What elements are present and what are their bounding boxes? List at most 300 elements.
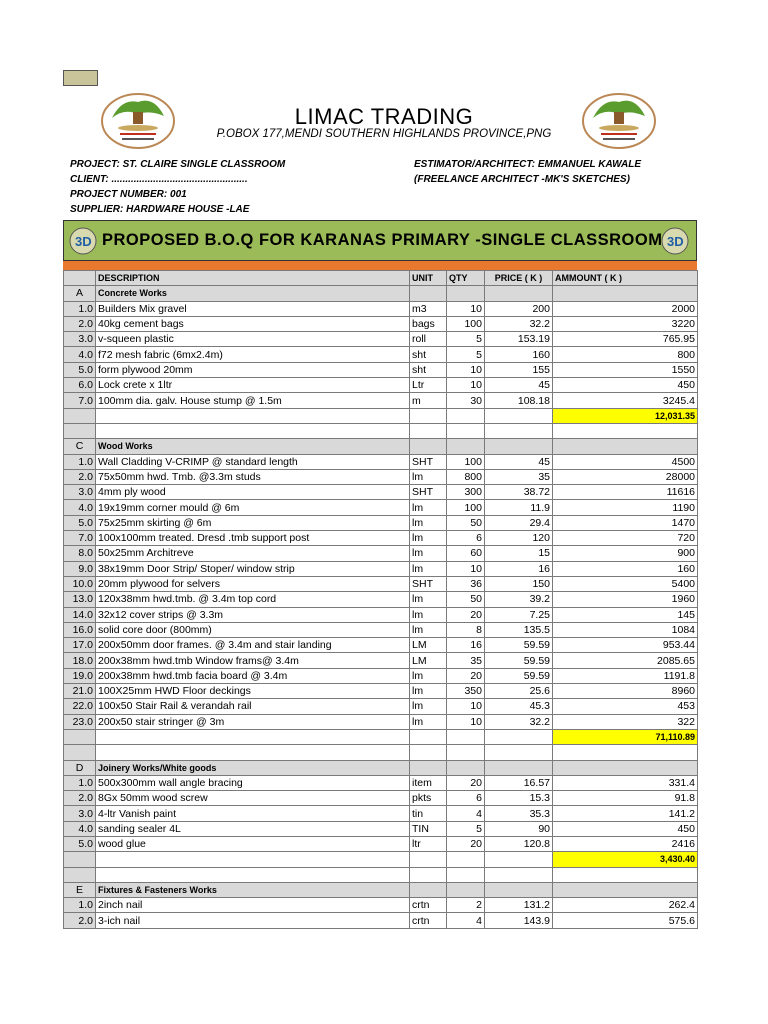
item-price: 108.18 bbox=[485, 393, 553, 408]
item-qty: 50 bbox=[447, 592, 485, 607]
item-qty: 100 bbox=[447, 454, 485, 469]
table-row bbox=[64, 332, 698, 347]
item-unit: bags bbox=[410, 316, 447, 331]
item-unit: item bbox=[410, 775, 447, 790]
blank-cell bbox=[64, 867, 96, 882]
subtotal-empty-cell bbox=[64, 408, 96, 423]
item-amount: 720 bbox=[553, 531, 698, 546]
item-amount: 453 bbox=[553, 699, 698, 714]
item-price: 16 bbox=[485, 561, 553, 576]
item-unit: lm bbox=[410, 469, 447, 484]
blank-cell bbox=[553, 867, 698, 882]
item-price: 143.9 bbox=[485, 913, 553, 928]
blank-cell bbox=[64, 423, 96, 438]
section-title: Wood Works bbox=[96, 439, 410, 454]
table-row bbox=[64, 500, 698, 515]
item-qty: 20 bbox=[447, 607, 485, 622]
table-row bbox=[64, 638, 698, 653]
blank-row bbox=[64, 745, 698, 760]
item-number: 7.0 bbox=[64, 393, 96, 408]
table-row bbox=[64, 684, 698, 699]
subtotal-empty-cell bbox=[96, 408, 410, 423]
blank-row bbox=[64, 867, 698, 882]
item-number: 6.0 bbox=[64, 378, 96, 393]
subtotal-empty-cell bbox=[410, 729, 447, 744]
item-price: 155 bbox=[485, 362, 553, 377]
item-amount: 322 bbox=[553, 714, 698, 729]
item-unit: m3 bbox=[410, 301, 447, 316]
item-description: 19x19mm corner mould @ 6m bbox=[96, 500, 410, 515]
item-amount: 450 bbox=[553, 821, 698, 836]
item-description: 100x100mm treated. Dresd .tmb support post bbox=[96, 531, 410, 546]
item-number: 7.0 bbox=[64, 531, 96, 546]
blank-cell bbox=[553, 745, 698, 760]
item-number: 2.0 bbox=[64, 791, 96, 806]
table-row bbox=[64, 546, 698, 561]
table-row bbox=[64, 836, 698, 851]
item-description: 40kg cement bags bbox=[96, 316, 410, 331]
item-amount: 3245.4 bbox=[553, 393, 698, 408]
section-code: E bbox=[64, 882, 96, 897]
item-price: 131.2 bbox=[485, 898, 553, 913]
item-price: 150 bbox=[485, 576, 553, 591]
item-price: 35.3 bbox=[485, 806, 553, 821]
item-number: 8.0 bbox=[64, 546, 96, 561]
item-qty: 10 bbox=[447, 301, 485, 316]
table-row bbox=[64, 316, 698, 331]
blank-cell bbox=[447, 867, 485, 882]
blank-cell bbox=[410, 423, 447, 438]
item-number: 2.0 bbox=[64, 316, 96, 331]
item-number: 5.0 bbox=[64, 515, 96, 530]
item-qty: 100 bbox=[447, 316, 485, 331]
section-empty-cell bbox=[447, 882, 485, 897]
item-amount: 450 bbox=[553, 378, 698, 393]
item-amount: 1084 bbox=[553, 622, 698, 637]
blank-cell bbox=[485, 867, 553, 882]
item-qty: 16 bbox=[447, 638, 485, 653]
item-description: Builders Mix gravel bbox=[96, 301, 410, 316]
item-qty: 50 bbox=[447, 515, 485, 530]
section-empty-cell bbox=[553, 882, 698, 897]
item-amount: 160 bbox=[553, 561, 698, 576]
item-description: 3-ich nail bbox=[96, 913, 410, 928]
table-row bbox=[64, 515, 698, 530]
item-qty: 350 bbox=[447, 684, 485, 699]
subtotal-row bbox=[64, 408, 698, 423]
item-description: 200x50 stair stringer @ 3m bbox=[96, 714, 410, 729]
item-unit: crtn bbox=[410, 898, 447, 913]
item-qty: 4 bbox=[447, 913, 485, 928]
item-unit: lm bbox=[410, 699, 447, 714]
section-empty-cell bbox=[447, 439, 485, 454]
subtotal-empty-cell bbox=[410, 408, 447, 423]
table-row bbox=[64, 653, 698, 668]
item-description: 4-ltr Vanish paint bbox=[96, 806, 410, 821]
section-empty-cell bbox=[553, 286, 698, 301]
table-row bbox=[64, 668, 698, 683]
table-row bbox=[64, 791, 698, 806]
item-price: 120 bbox=[485, 531, 553, 546]
item-amount: 5400 bbox=[553, 576, 698, 591]
item-qty: 4 bbox=[447, 806, 485, 821]
item-description: 4mm ply wood bbox=[96, 485, 410, 500]
blank-cell bbox=[96, 867, 410, 882]
subtotal-empty-cell bbox=[485, 408, 553, 423]
item-number: 1.0 bbox=[64, 454, 96, 469]
subtotal-empty-cell bbox=[447, 408, 485, 423]
item-description: 8Gx 50mm wood screw bbox=[96, 791, 410, 806]
item-unit: lm bbox=[410, 684, 447, 699]
subtotal-empty-cell bbox=[447, 852, 485, 867]
item-price: 38.72 bbox=[485, 485, 553, 500]
item-unit: sht bbox=[410, 362, 447, 377]
item-amount: 91.8 bbox=[553, 791, 698, 806]
table-row bbox=[64, 576, 698, 591]
client-name: CLIENT: ................................................. bbox=[70, 174, 248, 185]
item-unit: lm bbox=[410, 515, 447, 530]
section-empty-cell bbox=[410, 439, 447, 454]
item-description: 500x300mm wall angle bracing bbox=[96, 775, 410, 790]
item-description: solid core door (800mm) bbox=[96, 622, 410, 637]
item-amount: 28000 bbox=[553, 469, 698, 484]
item-description: f72 mesh fabric (6mx2.4m) bbox=[96, 347, 410, 362]
subtotal-empty-cell bbox=[96, 852, 410, 867]
item-qty: 100 bbox=[447, 500, 485, 515]
estimator-name: ESTIMATOR/ARCHITECT: EMMANUEL KAWALE bbox=[414, 159, 642, 170]
item-qty: 5 bbox=[447, 347, 485, 362]
item-unit: SHT bbox=[410, 576, 447, 591]
item-description: 38x19mm Door Strip/ Stoper/ window strip bbox=[96, 561, 410, 576]
item-qty: 6 bbox=[447, 791, 485, 806]
company-address: P.OBOX 177,MENDI SOUTHERN HIGHLANDS PROVINCE,PNG bbox=[216, 128, 552, 140]
item-description: 50x25mm Architreve bbox=[96, 546, 410, 561]
item-qty: 60 bbox=[447, 546, 485, 561]
item-price: 25.6 bbox=[485, 684, 553, 699]
section-title-row bbox=[64, 760, 698, 775]
item-description: 75x50mm hwd. Tmb. @3.3m studs bbox=[96, 469, 410, 484]
item-number: 1.0 bbox=[64, 898, 96, 913]
project-number: PROJECT NUMBER: 001 bbox=[70, 189, 187, 200]
section-empty-cell bbox=[410, 882, 447, 897]
item-description: 32x12 cover strips @ 3.3m bbox=[96, 607, 410, 622]
item-price: 35 bbox=[485, 469, 553, 484]
item-qty: 36 bbox=[447, 576, 485, 591]
item-amount: 1190 bbox=[553, 500, 698, 515]
item-unit: lm bbox=[410, 592, 447, 607]
item-description: 100x50 Stair Rail & verandah rail bbox=[96, 699, 410, 714]
item-unit: LM bbox=[410, 653, 447, 668]
table-row bbox=[64, 301, 698, 316]
section-title: Concrete Works bbox=[96, 286, 410, 301]
table-row bbox=[64, 699, 698, 714]
header-no bbox=[64, 271, 96, 286]
item-number: 18.0 bbox=[64, 653, 96, 668]
item-description: wood glue bbox=[96, 836, 410, 851]
item-price: 200 bbox=[485, 301, 553, 316]
item-number: 3.0 bbox=[64, 332, 96, 347]
subtotal-row bbox=[64, 852, 698, 867]
item-description: form plywood 20mm bbox=[96, 362, 410, 377]
item-amount: 141.2 bbox=[553, 806, 698, 821]
item-description: 200x38mm hwd.tmb facia board @ 3.4m bbox=[96, 668, 410, 683]
section-empty-cell bbox=[485, 286, 553, 301]
item-unit: lm bbox=[410, 607, 447, 622]
item-price: 39.2 bbox=[485, 592, 553, 607]
section-subtotal: 3,430.40 bbox=[553, 852, 698, 867]
blank-cell bbox=[96, 745, 410, 760]
section-empty-cell bbox=[410, 286, 447, 301]
item-number: 22.0 bbox=[64, 699, 96, 714]
item-amount: 2000 bbox=[553, 301, 698, 316]
item-number: 1.0 bbox=[64, 775, 96, 790]
section-title: Joinery Works/White goods bbox=[96, 760, 410, 775]
table-row bbox=[64, 775, 698, 790]
table-row bbox=[64, 531, 698, 546]
item-qty: 10 bbox=[447, 699, 485, 714]
blank-cell bbox=[553, 423, 698, 438]
section-title-row bbox=[64, 439, 698, 454]
header-price: PRICE ( K ) bbox=[485, 271, 553, 286]
item-number: 4.0 bbox=[64, 500, 96, 515]
table-row bbox=[64, 469, 698, 484]
item-price: 160 bbox=[485, 347, 553, 362]
item-description: 200x38mm hwd.tmb Window frams@ 3.4m bbox=[96, 653, 410, 668]
section-title: Fixtures & Fasteners Works bbox=[96, 882, 410, 897]
subtotal-empty-cell bbox=[447, 729, 485, 744]
item-price: 135.5 bbox=[485, 622, 553, 637]
item-qty: 10 bbox=[447, 378, 485, 393]
section-code: C bbox=[64, 439, 96, 454]
item-number: 17.0 bbox=[64, 638, 96, 653]
item-amount: 1960 bbox=[553, 592, 698, 607]
table-row bbox=[64, 454, 698, 469]
item-price: 32.2 bbox=[485, 316, 553, 331]
item-description: Lock crete x 1ltr bbox=[96, 378, 410, 393]
item-description: 120x38mm hwd.tmb. @ 3.4m top cord bbox=[96, 592, 410, 607]
item-amount: 1550 bbox=[553, 362, 698, 377]
table-row bbox=[64, 806, 698, 821]
section-empty-cell bbox=[485, 882, 553, 897]
item-unit: roll bbox=[410, 332, 447, 347]
blank-cell bbox=[410, 867, 447, 882]
project-info bbox=[70, 157, 285, 217]
item-description: sanding sealer 4L bbox=[96, 821, 410, 836]
item-price: 11.9 bbox=[485, 500, 553, 515]
blank-cell bbox=[96, 423, 410, 438]
item-amount: 575.6 bbox=[553, 913, 698, 928]
blank-row bbox=[64, 423, 698, 438]
blank-cell bbox=[485, 745, 553, 760]
table-row bbox=[64, 393, 698, 408]
item-amount: 331.4 bbox=[553, 775, 698, 790]
subtotal-empty-cell bbox=[64, 852, 96, 867]
item-number: 14.0 bbox=[64, 607, 96, 622]
item-unit: sht bbox=[410, 347, 447, 362]
item-qty: 8 bbox=[447, 622, 485, 637]
item-price: 16.57 bbox=[485, 775, 553, 790]
blank-cell bbox=[485, 423, 553, 438]
subtotal-empty-cell bbox=[96, 729, 410, 744]
item-number: 3.0 bbox=[64, 485, 96, 500]
section-empty-cell bbox=[410, 760, 447, 775]
item-amount: 2416 bbox=[553, 836, 698, 851]
item-number: 5.0 bbox=[64, 836, 96, 851]
item-unit: Ltr bbox=[410, 378, 447, 393]
item-price: 45.3 bbox=[485, 699, 553, 714]
item-amount: 953.44 bbox=[553, 638, 698, 653]
header-qty: QTY bbox=[447, 271, 485, 286]
item-qty: 35 bbox=[447, 653, 485, 668]
item-amount: 8960 bbox=[553, 684, 698, 699]
item-qty: 20 bbox=[447, 836, 485, 851]
section-empty-cell bbox=[485, 760, 553, 775]
item-description: Wall Cladding V-CRIMP @ standard length bbox=[96, 454, 410, 469]
table-row bbox=[64, 561, 698, 576]
header-description: DESCRIPTION bbox=[96, 271, 410, 286]
subtotal-empty-cell bbox=[64, 729, 96, 744]
item-qty: 20 bbox=[447, 668, 485, 683]
freelance-note: (FREELANCE ARCHITECT -MK'S SKETCHES) bbox=[414, 174, 630, 185]
table-header-row bbox=[64, 271, 698, 286]
section-empty-cell bbox=[447, 760, 485, 775]
table-row bbox=[64, 622, 698, 637]
table-row bbox=[64, 714, 698, 729]
section-empty-cell bbox=[485, 439, 553, 454]
header-unit: UNIT bbox=[410, 271, 447, 286]
section-title-row bbox=[64, 286, 698, 301]
blank-cell bbox=[64, 745, 96, 760]
subtotal-empty-cell bbox=[485, 729, 553, 744]
item-unit: lm bbox=[410, 561, 447, 576]
item-number: 3.0 bbox=[64, 806, 96, 821]
item-unit: lm bbox=[410, 500, 447, 515]
svg-text:3D: 3D bbox=[75, 234, 92, 249]
item-price: 120.8 bbox=[485, 836, 553, 851]
section-empty-cell bbox=[447, 286, 485, 301]
blank-cell bbox=[447, 423, 485, 438]
section-subtotal: 71,110.89 bbox=[553, 729, 698, 744]
subtotal-empty-cell bbox=[410, 852, 447, 867]
brand-badge-right-icon bbox=[660, 226, 690, 256]
item-price: 59.59 bbox=[485, 638, 553, 653]
item-price: 7.25 bbox=[485, 607, 553, 622]
item-number: 16.0 bbox=[64, 622, 96, 637]
item-description: 100X25mm HWD Floor deckings bbox=[96, 684, 410, 699]
section-empty-cell bbox=[553, 760, 698, 775]
item-number: 4.0 bbox=[64, 347, 96, 362]
item-amount: 900 bbox=[553, 546, 698, 561]
item-unit: TIN bbox=[410, 821, 447, 836]
item-unit: ltr bbox=[410, 836, 447, 851]
boq-title: PROPOSED B.O.Q FOR KARANAS PRIMARY -SINGLE CLASSROOM bbox=[102, 231, 663, 249]
item-number: 4.0 bbox=[64, 821, 96, 836]
item-description: 100mm dia. galv. House stump @ 1.5m bbox=[96, 393, 410, 408]
table-row bbox=[64, 592, 698, 607]
project-name: PROJECT: ST. CLAIRE SINGLE CLASSROOM bbox=[70, 159, 286, 170]
item-number: 10.0 bbox=[64, 576, 96, 591]
item-number: 21.0 bbox=[64, 684, 96, 699]
item-unit: lm bbox=[410, 668, 447, 683]
brand-badge-left-icon bbox=[68, 226, 98, 256]
item-amount: 11616 bbox=[553, 485, 698, 500]
banner-underline bbox=[63, 261, 697, 270]
item-unit: LM bbox=[410, 638, 447, 653]
table-row bbox=[64, 485, 698, 500]
section-title-row bbox=[64, 882, 698, 897]
item-price: 32.2 bbox=[485, 714, 553, 729]
item-description: 20mm plywood for selvers bbox=[96, 576, 410, 591]
blank-cell bbox=[447, 745, 485, 760]
item-price: 15.3 bbox=[485, 791, 553, 806]
item-unit: pkts bbox=[410, 791, 447, 806]
section-code: D bbox=[64, 760, 96, 775]
company-name: LIMAC TRADING bbox=[294, 104, 474, 129]
item-unit: m bbox=[410, 393, 447, 408]
item-unit: crtn bbox=[410, 913, 447, 928]
item-qty: 6 bbox=[447, 531, 485, 546]
item-description: 75x25mm skirting @ 6m bbox=[96, 515, 410, 530]
item-amount: 800 bbox=[553, 347, 698, 362]
item-number: 13.0 bbox=[64, 592, 96, 607]
item-number: 19.0 bbox=[64, 668, 96, 683]
item-qty: 300 bbox=[447, 485, 485, 500]
blank-cell bbox=[410, 745, 447, 760]
item-unit: lm bbox=[410, 622, 447, 637]
item-unit: lm bbox=[410, 546, 447, 561]
item-qty: 10 bbox=[447, 561, 485, 576]
item-unit: SHT bbox=[410, 454, 447, 469]
item-amount: 2085.65 bbox=[553, 653, 698, 668]
item-number: 2.0 bbox=[64, 913, 96, 928]
table-row bbox=[64, 362, 698, 377]
item-number: 2.0 bbox=[64, 469, 96, 484]
svg-text:3D: 3D bbox=[667, 234, 684, 249]
item-qty: 5 bbox=[447, 821, 485, 836]
item-price: 15 bbox=[485, 546, 553, 561]
item-price: 59.59 bbox=[485, 668, 553, 683]
item-qty: 10 bbox=[447, 362, 485, 377]
section-subtotal: 12,031.35 bbox=[553, 408, 698, 423]
item-price: 45 bbox=[485, 378, 553, 393]
item-price: 45 bbox=[485, 454, 553, 469]
item-amount: 145 bbox=[553, 607, 698, 622]
subtotal-empty-cell bbox=[485, 852, 553, 867]
item-description: v-squeen plastic bbox=[96, 332, 410, 347]
item-price: 90 bbox=[485, 821, 553, 836]
item-amount: 3220 bbox=[553, 316, 698, 331]
item-price: 153.19 bbox=[485, 332, 553, 347]
item-amount: 1191.8 bbox=[553, 668, 698, 683]
table-row bbox=[64, 821, 698, 836]
item-unit: lm bbox=[410, 714, 447, 729]
estimator-info bbox=[414, 157, 641, 187]
supplier-name: SUPPLIER: HARDWARE HOUSE -LAE bbox=[70, 204, 250, 215]
boq-banner bbox=[63, 220, 697, 261]
table-row bbox=[64, 913, 698, 928]
item-price: 59.59 bbox=[485, 653, 553, 668]
item-qty: 2 bbox=[447, 898, 485, 913]
section-code: A bbox=[64, 286, 96, 301]
item-number: 9.0 bbox=[64, 561, 96, 576]
item-qty: 10 bbox=[447, 714, 485, 729]
item-qty: 5 bbox=[447, 332, 485, 347]
boq-table bbox=[63, 270, 698, 929]
item-unit: lm bbox=[410, 531, 447, 546]
item-description: 2inch nail bbox=[96, 898, 410, 913]
item-number: 23.0 bbox=[64, 714, 96, 729]
header-amount: AMMOUNT ( K ) bbox=[553, 271, 698, 286]
